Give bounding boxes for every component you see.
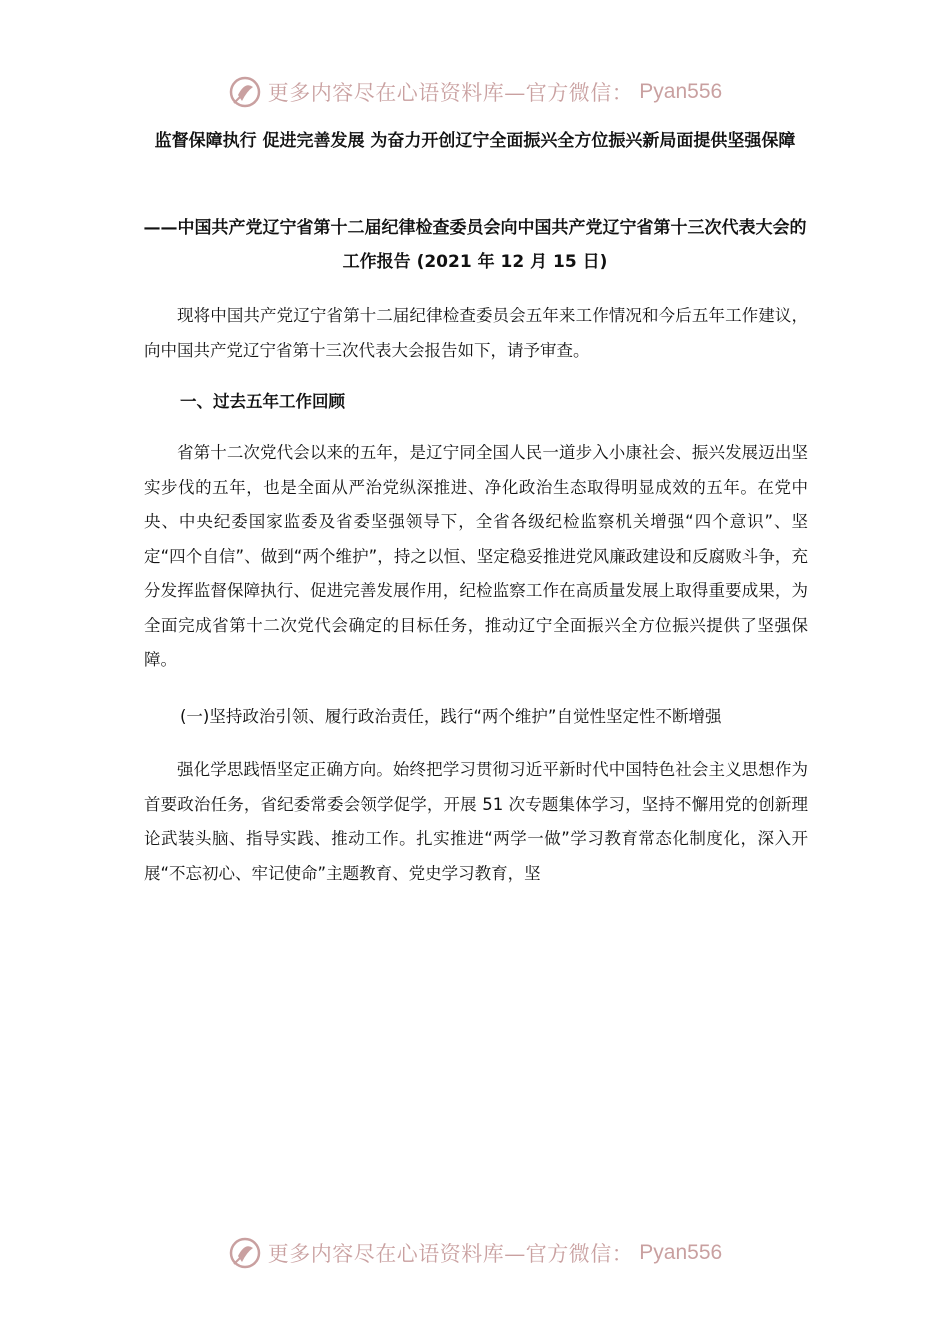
section-paragraph: 省第十二次党代会以来的五年，是辽宁同全国人民一道步入小康社会、振兴发展迈出坚实步伐的五年，也是全面从严治党纵深推进、净化政治生态取得明显成效的五年。在党中央、中央纪委国家监委及省委坚强领导下，全省各级纪检监察机关增强“四个意识”、坚定“四个自信”、做到“两个维护”，持之以恒、坚定稳妥推进党风廉政建设和反腐败斗争，充分发挥监督保障执行、促进完善发展作用，纪检监察工作在高质量发展上取得重要成果，为全面完成省第十二次党代会确定的目标任务，推动辽宁全面振兴全方位振兴提供了坚强保障。 [144, 443, 808, 669]
section-heading: 一、过去五年工作回顾 [180, 392, 345, 411]
watermark-logo-icon [228, 1236, 262, 1270]
subsection-heading: (一)坚持政治引领、履行政治责任，践行“两个维护”自觉性坚定性不断增强 [180, 707, 722, 726]
watermark-handle: Pyan556 [639, 80, 723, 103]
watermark-handle: Pyan556 [639, 1241, 723, 1264]
subsection-paragraph: 强化学思践悟坚定正确方向。始终把学习贯彻习近平新时代中国特色社会主义思想作为首要政治任务，省纪委常委会领学促学，开展 51 次专题集体学习，坚持不懈用党的创新理论武装头脑、指导实践、推动工作。扎实推进“两学一做”学习教育常态化制度化，深入开展“不忘初心、牢记使命”主题教育、党史学习教育，坚 [144, 760, 808, 883]
watermark-header [0, 72, 950, 112]
watermark-text: 更多内容尽在心语资料库—官方微信： [267, 81, 634, 105]
watermark-logo-icon [228, 75, 262, 109]
document-subtitle: ——中国共产党辽宁省第十二届纪律检查委员会向中国共产党辽宁省第十三次代表大会的工作报告 (2021 年 12 月 15 日) [143, 218, 807, 272]
watermark-footer [0, 1233, 950, 1273]
intro-paragraph: 现将中国共产党辽宁省第十二届纪律检查委员会五年来工作情况和今后五年工作建议，向中国共产党辽宁省第十三次代表大会报告如下，请予审查。 [144, 306, 808, 360]
document-title: 监督保障执行 促进完善发展 为奋力开创辽宁全面振兴全方位振兴新局面提供坚强保障 [154, 131, 796, 151]
watermark-text: 更多内容尽在心语资料库—官方微信： [267, 1242, 634, 1266]
